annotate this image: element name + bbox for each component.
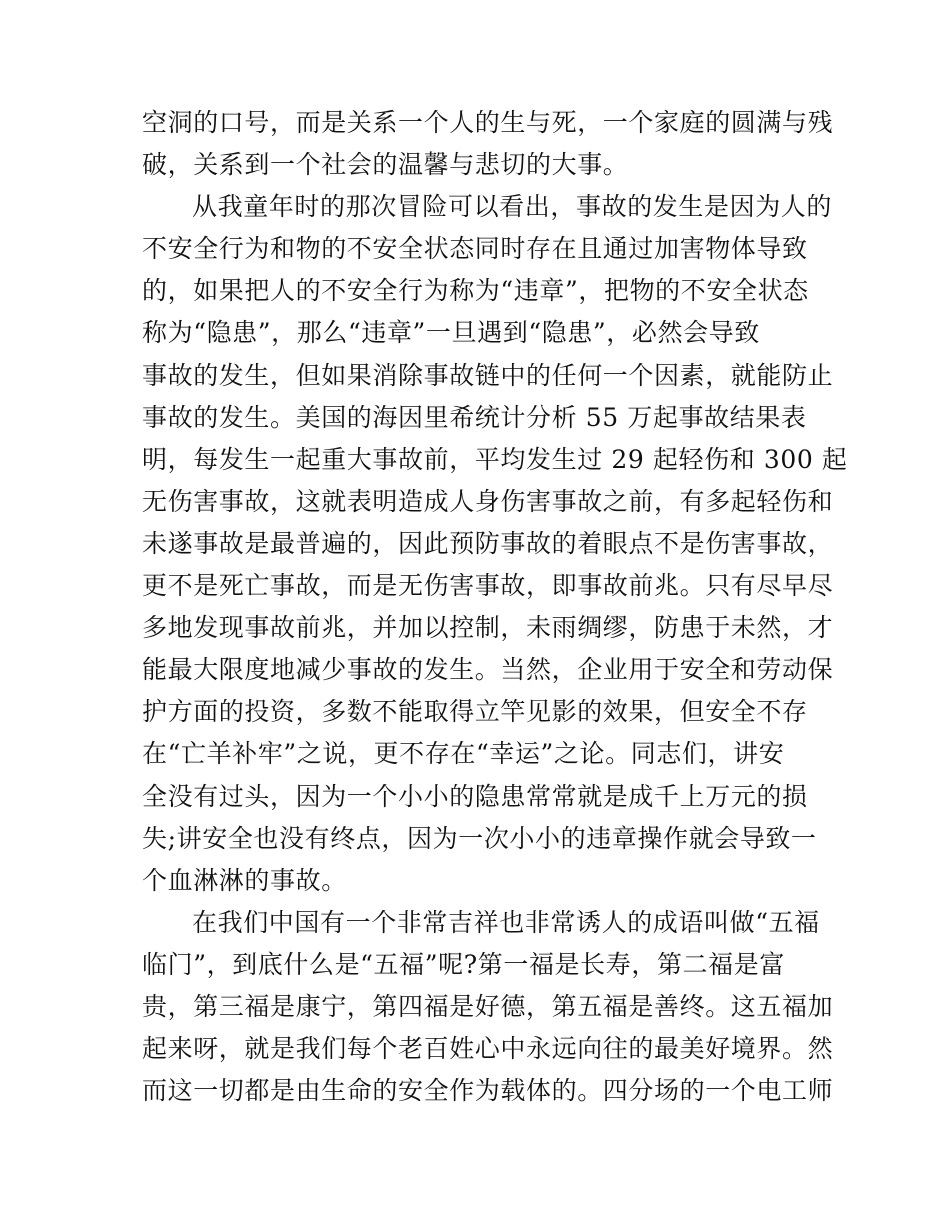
text-line: 无伤害事故，这就表明造成人身伤害事故之前，有多起轻伤和 <box>142 486 834 516</box>
text-line: 空洞的口号，而是关系一个人的生与死，一个家庭的圆满与残 <box>142 108 834 137</box>
text-line: 个血淋淋的事故。 <box>142 865 347 895</box>
text-line: 不安全行为和物的不安全状态同时存在且通过加害物体导致 <box>142 234 808 264</box>
text-line: 更不是死亡事故，而是无伤害事故，即事故前兆。只有尽早尽 <box>142 571 834 601</box>
text-line: 明，每发生一起重大事故前，平均发生过 29 起轻伤和 300 起 <box>142 444 848 474</box>
text-line: 而这一切都是由生命的安全作为载体的。四分场的一个电工师 <box>142 1076 834 1106</box>
text-line: 事故的发生，但如果消除事故链中的任何一个因素，就能防止 <box>142 360 834 390</box>
text-line: 贵，第三福是康宁，第四福是好德，第五福是善终。这五福加 <box>142 991 834 1021</box>
text-line: 未遂事故是最普遍的，因此预防事故的着眼点不是伤害事故， <box>142 528 834 558</box>
text-line: 能最大限度地减少事故的发生。当然，企业用于安全和劳动保 <box>142 655 834 685</box>
text-line: 失;讲安全也没有终点，因为一次小小的违章操作就会导致一 <box>142 823 817 853</box>
text-line: 事故的发生。美国的海因里希统计分析 55 万起事故结果表 <box>142 402 807 432</box>
paragraph-2 <box>142 186 848 902</box>
paragraph-3 <box>142 902 834 1112</box>
text-line: 的，如果把人的不安全行为称为“违章”，把物的不安全状态 <box>142 276 809 306</box>
text-line: 称为“隐患”，那么“违章”一旦遇到“隐患”，必然会导致 <box>142 318 760 348</box>
text-line: 临门”，到底什么是“五福”呢?第一福是长寿，第二福是富 <box>142 949 785 979</box>
document-body <box>142 102 848 1112</box>
text-line-first: 在我们中国有一个非常吉祥也非常诱人的成语叫做“五福 <box>192 907 820 937</box>
paragraph-1 <box>142 102 834 186</box>
text-line: 全没有过头，因为一个小小的隐患常常就是成千上万元的损 <box>142 781 808 811</box>
text-line: 破，关系到一个社会的温馨与悲切的大事。 <box>142 150 629 180</box>
text-line: 护方面的投资，多数不能取得立竿见影的效果，但安全不存 <box>142 697 808 727</box>
text-line-first: 从我童年时的那次冒险可以看出，事故的发生是因为人的 <box>192 192 833 222</box>
text-line: 多地发现事故前兆，并加以控制，未雨绸缪，防患于未然，才 <box>142 613 834 643</box>
text-line: 在“亡羊补牢”之说，更不存在“幸运”之论。同志们，讲安 <box>142 739 785 769</box>
text-line: 起来呀，就是我们每个老百姓心中永远向往的最美好境界。然 <box>142 1034 834 1064</box>
